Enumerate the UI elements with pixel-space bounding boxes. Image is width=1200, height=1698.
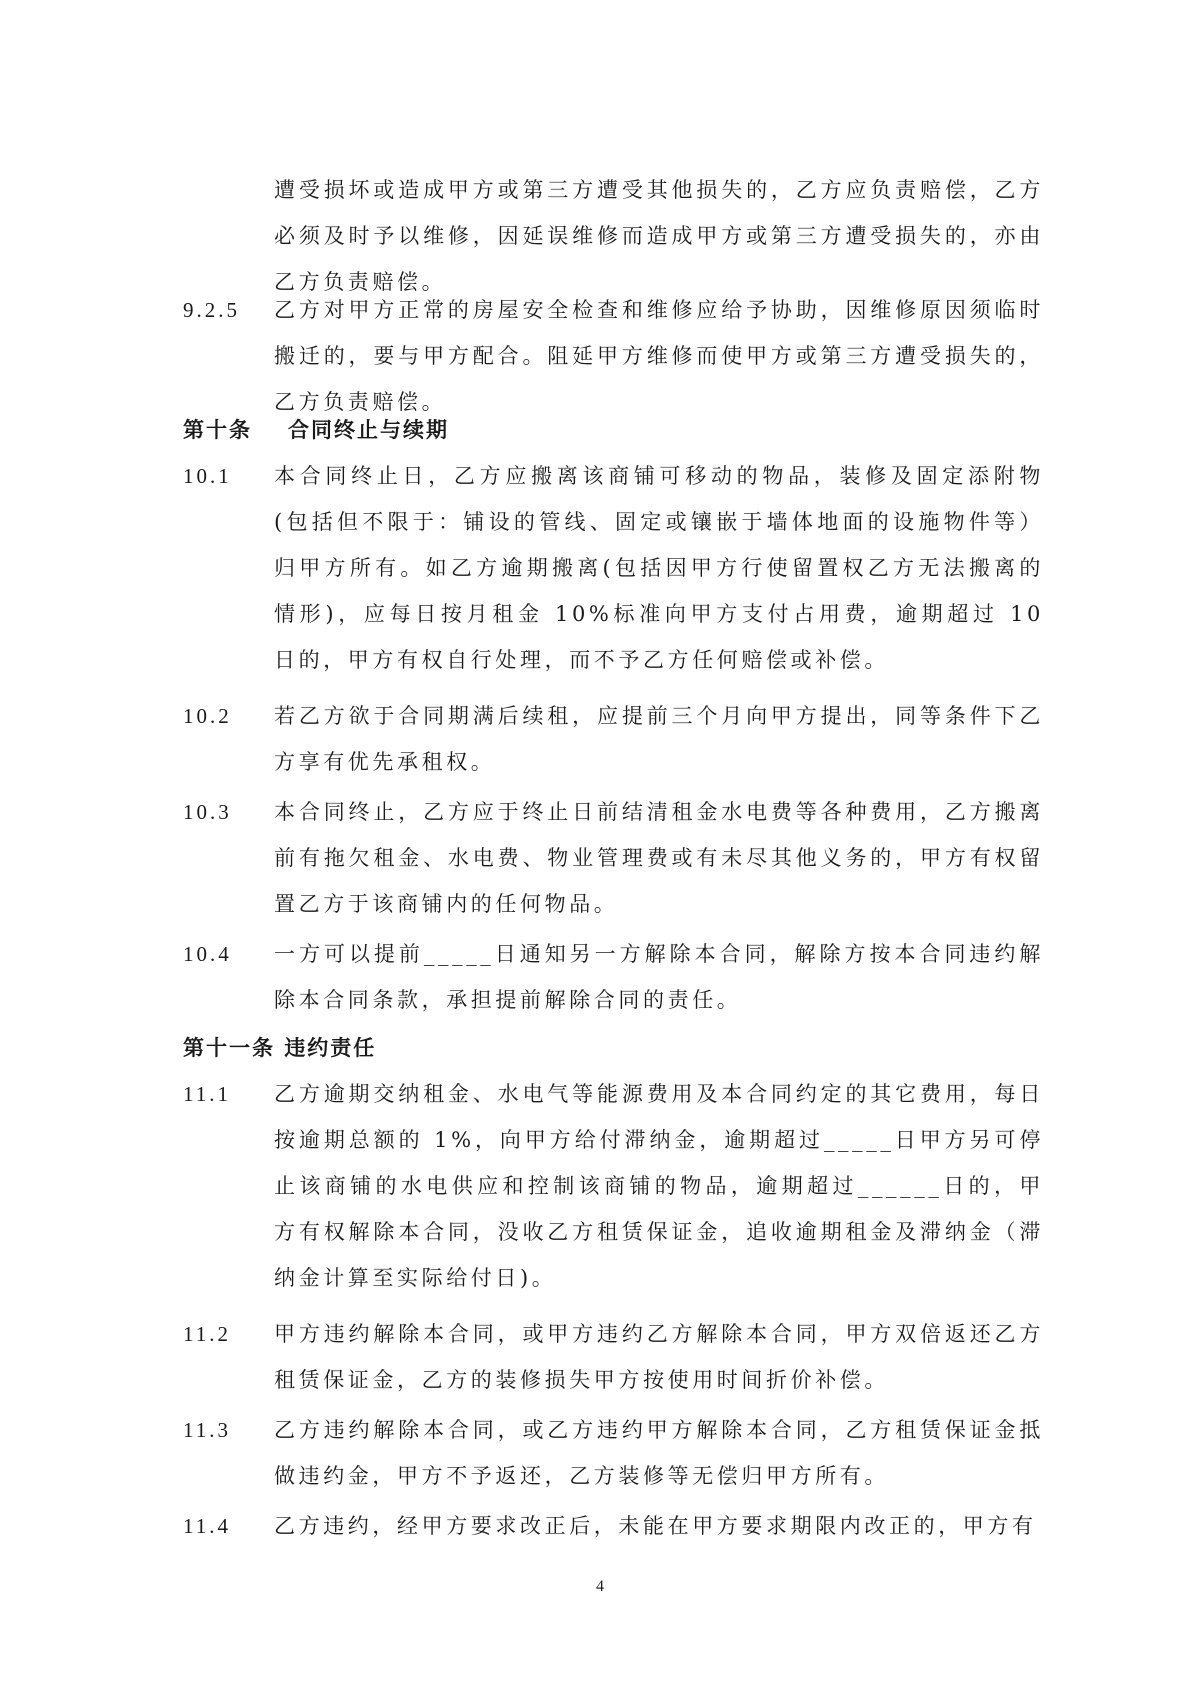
clause-text: 乙方违约，经甲方要求改正后，未能在甲方要求期限内改正的，甲方有 xyxy=(274,1514,1037,1538)
clause-10-1 xyxy=(183,453,1055,683)
clause-text: 本合同终止，乙方应于终止日前结清租金水电费等各种费用，乙方搬离前有拖欠租金、水电费、物业管理费或有未尽其他义务的，甲方有权留置乙方于该商铺内的任何物品。 xyxy=(274,800,1044,916)
page-number: 4 xyxy=(596,1578,604,1595)
clause-text: 若乙方欲于合同期满后续租，应提前三个月向甲方提出，同等条件下乙方享有优先承租权。 xyxy=(274,704,1044,774)
clause-10-2 xyxy=(183,693,1043,785)
article-title: 违约责任 xyxy=(284,1035,377,1060)
clause-number: 11.4 xyxy=(183,1514,231,1538)
article-label: 第十条 xyxy=(183,417,252,442)
clause-text: 本合同终止日，乙方应搬离该商铺可移动的物品，装修及固定添附物(包括但不限于：铺设的管线、固定或镶嵌于墙体地面的设施物件等）归甲方所有。如乙方逾期搬离(包括因甲方行使留置权乙方无法搬离的情形)，应每日按月租金 10%标准向甲方支付占用费，逾期超过 10 日的，甲方有权自行处理，而不予乙方任何赔偿或补偿。 xyxy=(274,464,1055,672)
clause-number: 10.2 xyxy=(183,704,232,728)
paragraph-text: 遭受损坏或造成甲方或第三方遭受其他损失的，乙方应负责赔偿，乙方必须及时予以维修，因延误维修而造成甲方或第三方遭受损失的，亦由乙方负责赔偿。 xyxy=(274,178,1044,294)
article-11-heading xyxy=(183,1025,376,1071)
clause-11-4 xyxy=(183,1503,1043,1549)
clause-11-1 xyxy=(183,1071,1043,1301)
clause-11-3 xyxy=(183,1407,1043,1499)
clause-number: 11.2 xyxy=(183,1322,231,1346)
clause-text: 乙方违约解除本合同，或乙方违约甲方解除本合同，乙方租赁保证金抵做违约金，甲方不予返还，乙方装修等无偿归甲方所有。 xyxy=(274,1418,1044,1488)
clause-number: 11.3 xyxy=(183,1418,231,1442)
clause-10-3 xyxy=(183,789,1043,927)
article-label: 第十一条 xyxy=(183,1035,275,1060)
clause-10-4 xyxy=(183,931,1043,1023)
clause-number: 9.2.5 xyxy=(183,298,240,322)
clause-text: 甲方违约解除本合同，或甲方违约乙方解除本合同，甲方双倍返还乙方租赁保证金，乙方的装修损失甲方按使用时间折价补偿。 xyxy=(274,1322,1044,1392)
clause-text: 乙方对甲方正常的房屋安全检查和维修应给予协助，因维修原因须临时搬迁的，要与甲方配合。阻延甲方维修而使甲方或第三方遭受损失的，乙方负责赔偿。 xyxy=(274,298,1044,414)
clause-11-2 xyxy=(183,1311,1043,1403)
clause-number: 10.4 xyxy=(183,942,232,966)
article-10-heading xyxy=(183,407,449,453)
paragraph-continuation xyxy=(183,167,1043,305)
clause-9-2-5 xyxy=(183,287,1043,425)
clause-number: 10.3 xyxy=(183,800,232,824)
clause-text: 一方可以提前_____日通知另一方解除本合同，解除方按本合同违约解除本合同条款，承担提前解除合同的责任。 xyxy=(274,942,1044,1012)
clause-number: 11.1 xyxy=(183,1082,231,1106)
article-title: 合同终止与续期 xyxy=(288,417,449,442)
clause-number: 10.1 xyxy=(183,464,232,488)
clause-text: 乙方逾期交纳租金、水电气等能源费用及本合同约定的其它费用，每日按逾期总额的 1%，向甲方给付滞纳金，逾期超过_____日甲方另可停止该商铺的水电供应和控制该商铺的物品，逾期超过______日的，甲方有权解除本合同，没收乙方租赁保证金，追收逾期租金及滞纳金（滞纳金计算至实际给付日)。 xyxy=(274,1082,1044,1290)
